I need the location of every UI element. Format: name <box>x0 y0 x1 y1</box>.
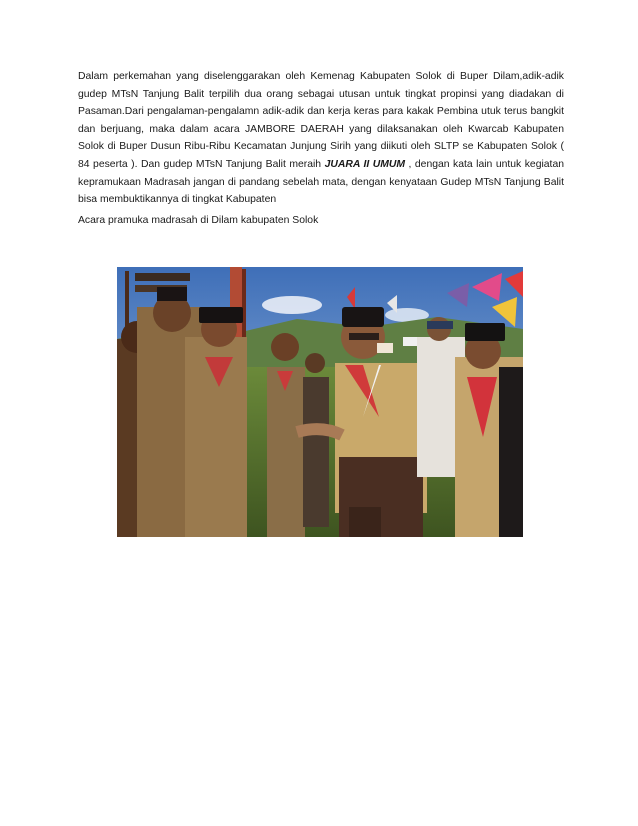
photo-caption: Acara pramuka madrasah di Dilam kabupaten Solok <box>78 215 319 226</box>
photo-illustration <box>117 267 523 537</box>
body-paragraph <box>78 68 564 209</box>
award-emphasis: JUARA II UMUM <box>324 158 406 170</box>
scout-event-photo <box>117 267 523 537</box>
paragraph-text-end: , dengan kata lain untuk kegiatan kepramukaan Madrasah jangan di pandang sebelah mata, dengan kenyataan Gudep MTsN Tanjung Balit bisa membuktikannya di tingkat Kabupaten <box>78 158 565 206</box>
paragraph-text-start: Dalam perkemahan yang diselenggarakan oleh Kemenag Kabupaten Solok di Buper Dilam,adik-adik gudep MTsN Tanjung Balit terpilih dua orang sebagai utusan untuk tingkat propinsi yang diadakan di Pasaman.Dari pengalaman-pengalamn adik-adik dan kerja keras para kakak Pembina utuk terus bangkit dan berjuang, maka dalam acara JAMBORE DAERAH yang dilaksanakan oleh Kwarcab Kabupaten Solok di Buper Dusun Ribu-Ribu Kecamatan Junjung Sirih yang diikuti oleh SLTP se Kabupaten Solok ( 84 peserta ). Dan gudep MTsN Tanjung Balit meraih <box>78 71 564 170</box>
